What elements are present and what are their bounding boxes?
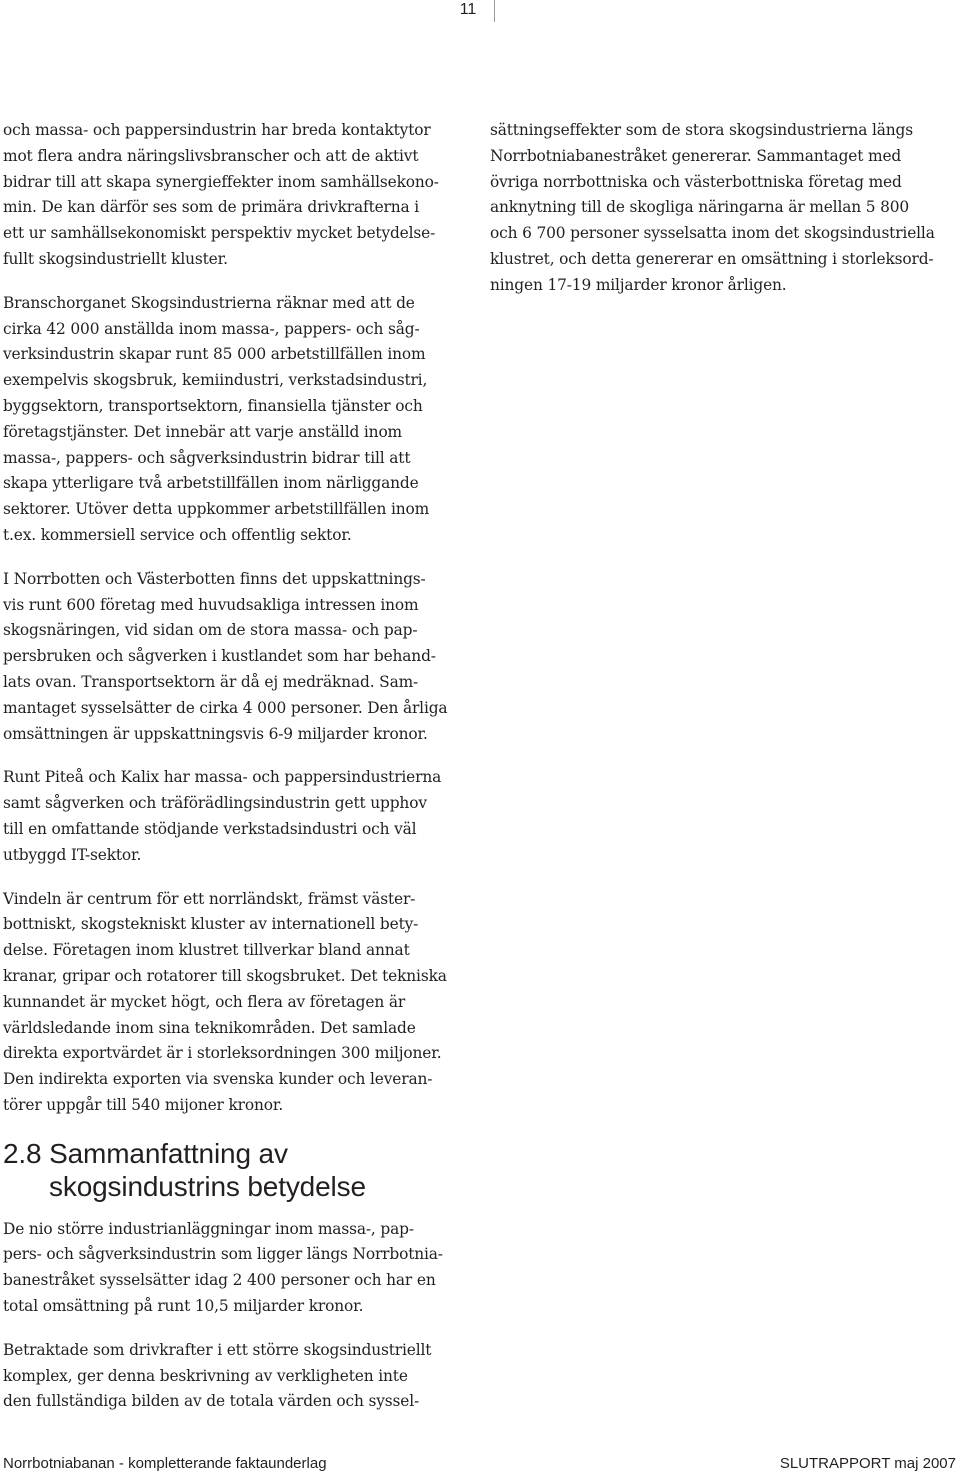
text-line: klustret, och detta genererar en omsättning i storleksord- — [490, 249, 934, 268]
text-line: massa-, pappers- och sågverksindustrin bidrar till att — [3, 448, 411, 467]
text-line: mantaget sysselsätter de cirka 4 000 personer. Den årliga — [3, 698, 448, 717]
paragraph-nio-industrianlaggningar — [3, 1217, 473, 1320]
footer-report-title: Norrbotniabanan - kompletterande faktaunderlag — [3, 1455, 327, 1472]
text-line: övriga norrbottniska och västerbottniska företag med — [490, 172, 902, 191]
right-column — [490, 118, 958, 317]
paragraph-drivkrafter — [3, 1338, 473, 1415]
text-line: direkta exportvärdet är i storleksordningen 300 miljoner. — [3, 1044, 442, 1063]
text-line: den fullständiga bilden av de totala värden och syssel- — [3, 1392, 420, 1411]
text-line: exempelvis skogsbruk, kemiindustri, verkstadsindustri, — [3, 371, 428, 390]
text-line: persbruken och sågverken i kustlandet som har behand- — [3, 647, 436, 666]
text-line: törer uppgår till 540 mijoner kronor. — [3, 1095, 284, 1114]
paragraph-pitea-kalix — [3, 765, 473, 868]
text-line: lats ovan. Transportsektorn är då ej medräknad. Sam- — [3, 672, 419, 691]
text-line: Den indirekta exporten via svenska kunder och leveran- — [3, 1070, 433, 1089]
text-line: sättningseffekter som de stora skogsindustrierna längs — [490, 121, 914, 139]
text-line: fullt skogsindustriellt kluster. — [3, 249, 228, 268]
text-line: omsättningen är uppskattningsvis 6-9 miljarder kronor. — [3, 724, 428, 743]
text-line: Branschorganet Skogsindustrierna räknar med att de — [3, 293, 415, 312]
footer-report-date: SLUTRAPPORT maj 2007 — [779, 1455, 956, 1472]
text-line: kranar, gripar och rotatorer till skogsbruket. Det tekniska — [3, 966, 447, 985]
text-line: De nio större industrianläggningar inom massa-, pap- — [3, 1219, 414, 1238]
text-line: Vindeln är centrum för ett norrländskt, främst väster- — [3, 889, 416, 908]
text-line: skapa ytterligare två arbetstillfällen inom närliggande — [3, 474, 419, 493]
text-line: mot flera andra näringslivsbranscher och att de aktivt — [3, 146, 419, 165]
heading-line: 2.8 Sammanfattning av — [3, 1137, 288, 1169]
left-column — [3, 118, 473, 1433]
text-line: och massa- och pappersindustrin har breda kontaktytor — [3, 121, 431, 139]
text-line: pers- och sågverksindustrin som ligger längs Norrbotnia- — [3, 1245, 443, 1264]
text-line: komplex, ger denna beskrivning av verkligheten inte — [3, 1366, 408, 1385]
text-line: Runt Piteå och Kalix har massa- och pappersindustrierna — [3, 768, 442, 787]
text-line: utbyggd IT-sektor. — [3, 845, 142, 864]
text-line: anknytning till de skogliga näringarna är mellan 5 800 — [490, 198, 910, 217]
text-line: Betraktade som drivkrafter i ett större skogsindustriellt — [3, 1340, 432, 1359]
text-line: skogsnäringen, vid sidan om de stora massa- och pap- — [3, 621, 418, 640]
text-line: företagstjänster. Det innebär att varje anställd inom — [3, 422, 402, 441]
heading-line: skogsindustrins betydelse — [49, 1170, 366, 1202]
text-line: till en omfattande stödjande verkstadsindustri och väl — [3, 819, 417, 838]
text-line: kunnandet är mycket högt, och flera av företagen är — [3, 992, 406, 1011]
paragraph-cluster-significance — [3, 118, 473, 273]
page-number: 11 — [459, 1, 477, 18]
text-line: ningen 17-19 miljarder kronor årligen. — [490, 275, 787, 294]
text-line: verksindustrin skapar runt 85 000 arbetstillfällen inom — [3, 345, 426, 364]
text-line: ett ur samhällsekonomiskt perspektiv mycket betydelse- — [3, 224, 436, 243]
text-line: I Norrbotten och Västerbotten finns det uppskattnings- — [3, 569, 426, 588]
text-line: t.ex. kommersiell service och offentlig sektor. — [3, 525, 352, 544]
text-line: bidrar till att skapa synergieffekter inom samhällsekono- — [3, 172, 439, 191]
paragraph-branschorganet — [3, 291, 473, 549]
text-line: total omsättning på runt 10,5 miljarder kronor. — [3, 1297, 364, 1316]
paragraph-sysselsattningseffekter — [490, 118, 958, 299]
text-line: sektorer. Utöver detta uppkommer arbetstillfällen inom — [3, 500, 430, 519]
text-line: byggsektorn, transportsektorn, finansiella tjänster och — [3, 396, 423, 415]
paragraph-vindeln — [3, 887, 473, 1119]
text-line: samt sågverken och träförädlingsindustrin gett upphov — [3, 794, 427, 813]
section-heading — [3, 1137, 473, 1203]
text-line: delse. Företagen inom klustret tillverkar bland annat — [3, 941, 410, 960]
paragraph-norrbotten-vasterbotten — [3, 567, 473, 748]
text-line: banestråket sysselsätter idag 2 400 personer och har en — [3, 1271, 436, 1290]
text-line: Norrbotniabanestråket genererar. Sammantaget med — [490, 146, 902, 165]
text-line: cirka 42 000 anställda inom massa-, pappers- och såg- — [3, 319, 420, 338]
text-line: vis runt 600 företag med huvudsakliga intressen inom — [3, 595, 419, 614]
text-line: världsledande inom sina teknikområden. Det samlade — [3, 1018, 416, 1037]
page-number-divider — [494, 0, 495, 22]
text-line: min. De kan därför ses som de primära drivkrafterna i — [3, 198, 420, 217]
text-line: bottniskt, skogstekniskt kluster av internationell bety- — [3, 915, 419, 934]
text-line: och 6 700 personer sysselsatta inom det skogsindustriella — [490, 224, 935, 243]
